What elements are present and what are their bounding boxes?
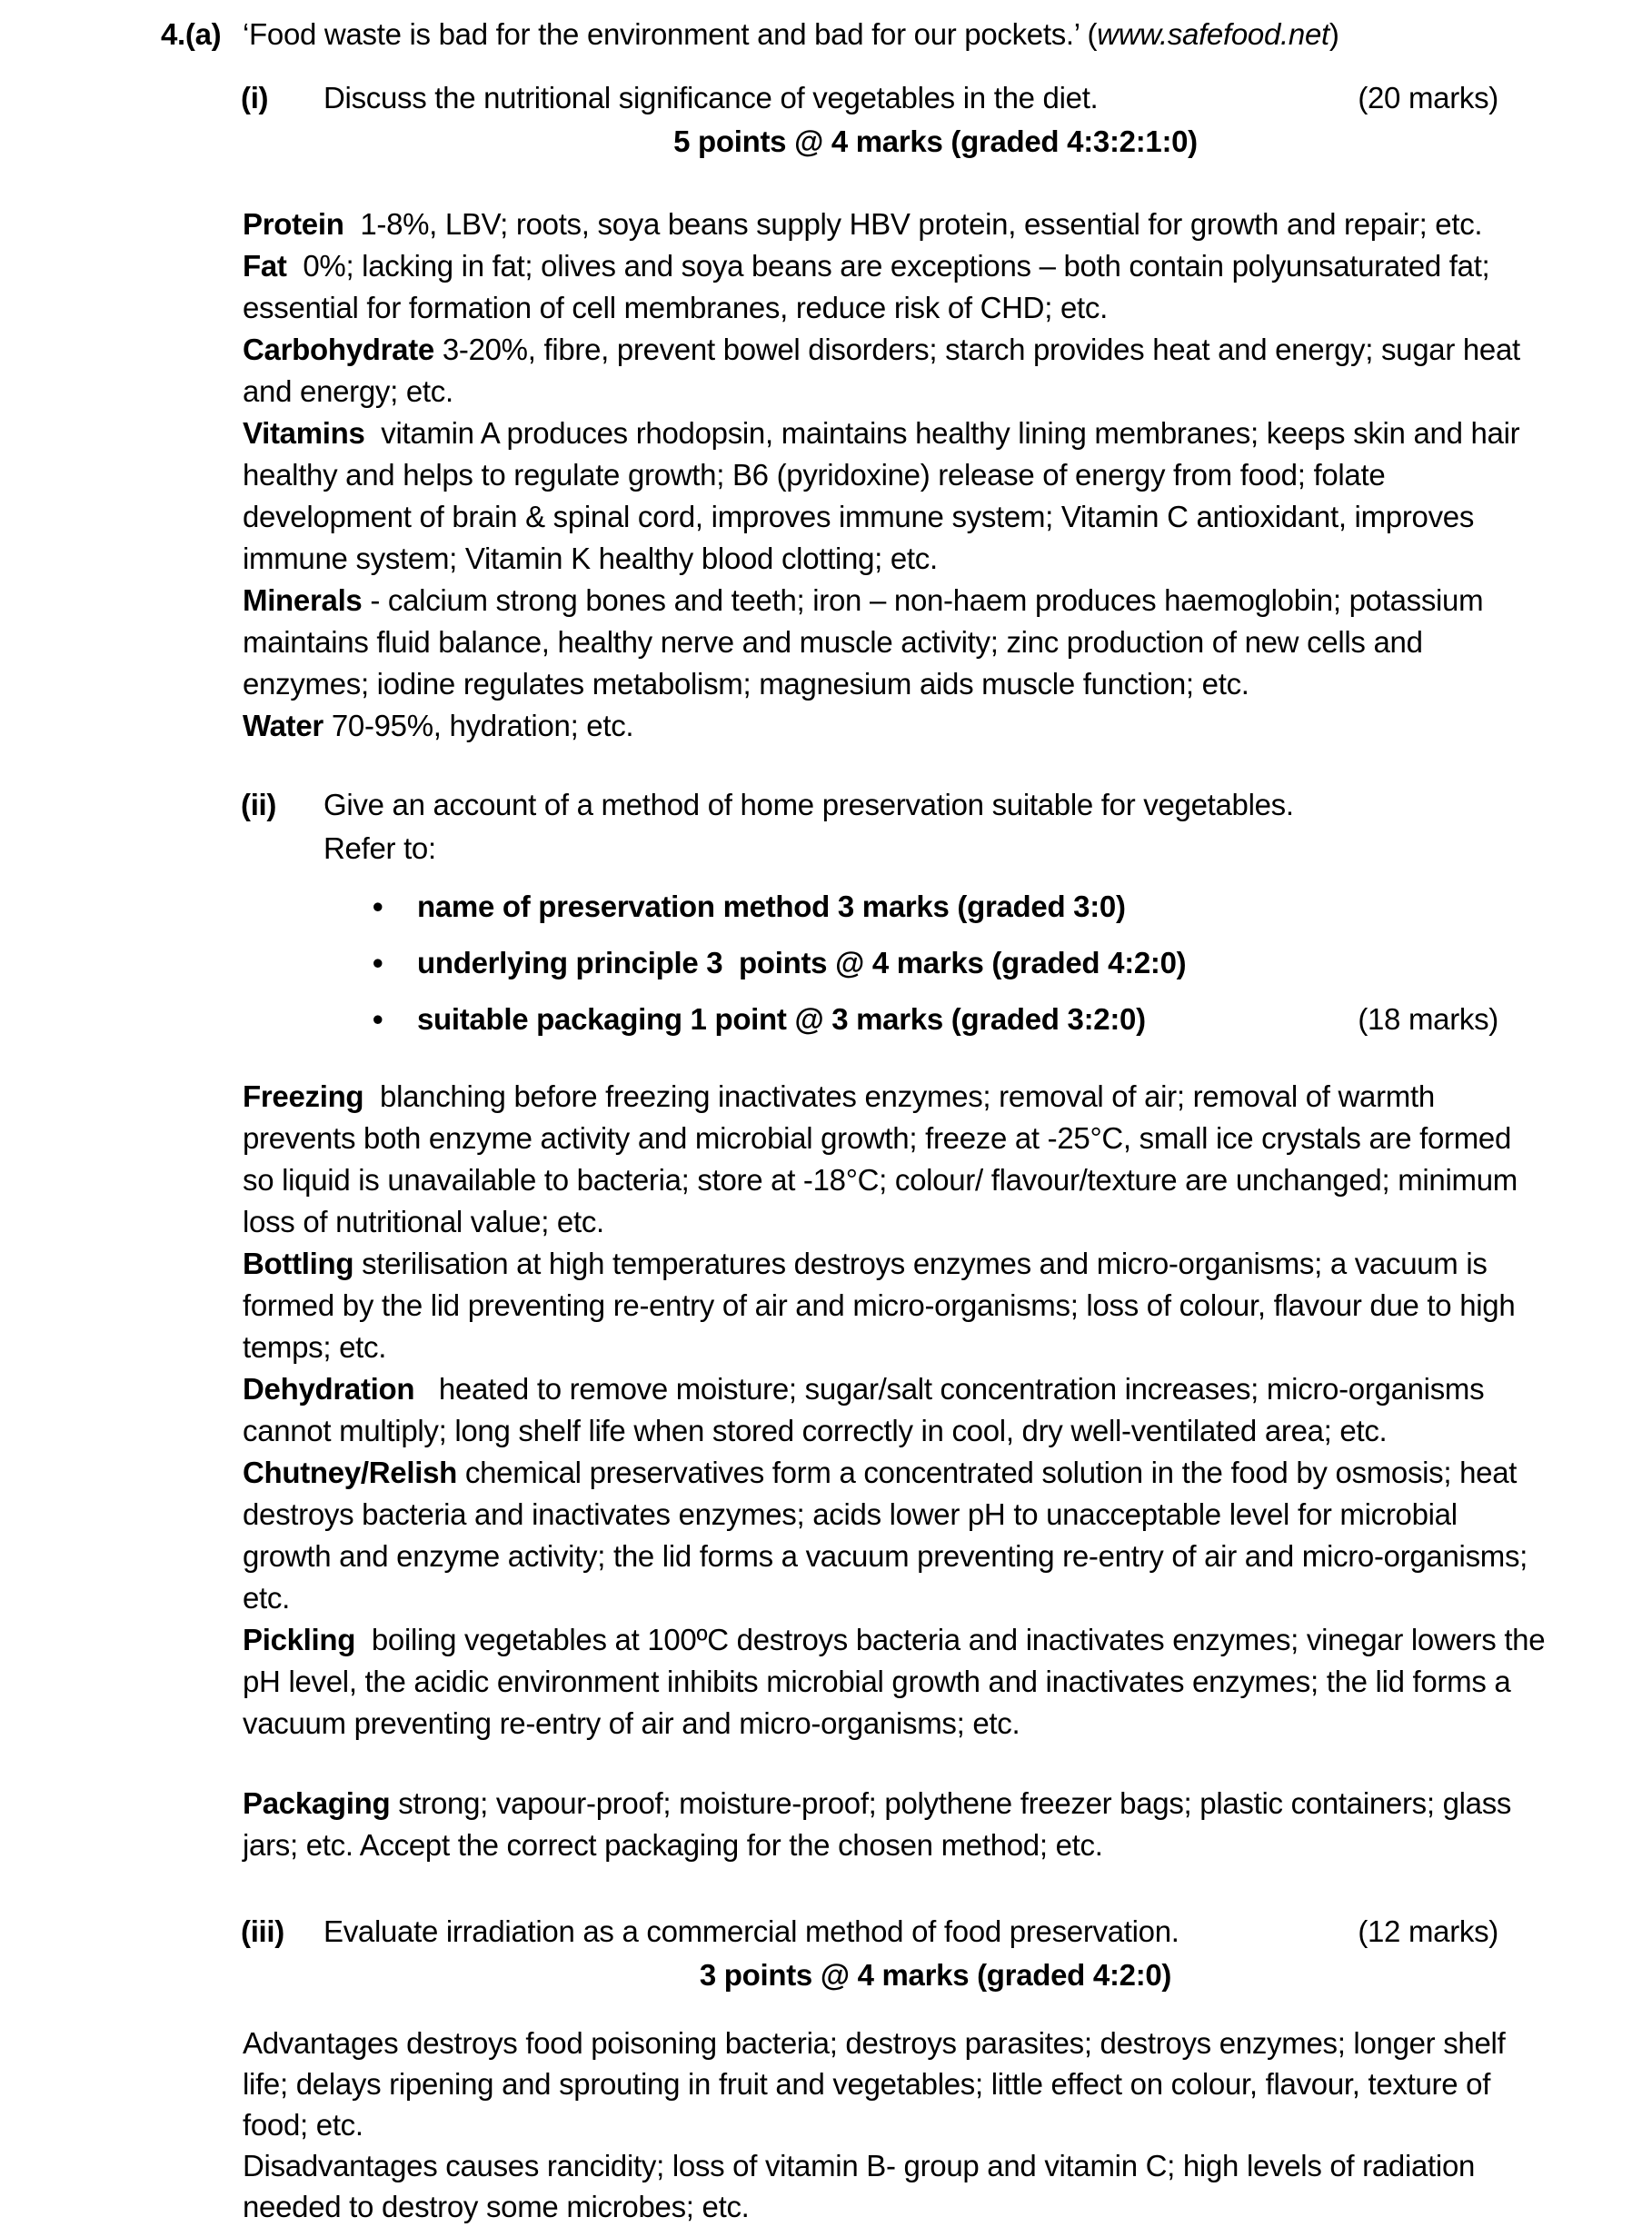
answer-paragraph: Water 70-95%, hydration; etc. xyxy=(243,709,634,742)
answer-paragraph: Chutney/Relish chemical preservatives form a concentrated solution in the food by osmosis; heat destroys bacteria and inactivates enzymes; acids lower pH to unacceptable level for microbial growth and enzyme activity; the lid forms a vacuum preventing re-entry of air and micro-organisms; etc. xyxy=(243,1456,1536,1615)
part-ii-refer: Refer to: xyxy=(323,831,436,865)
part-i-grading: 5 points @ 4 marks (graded 4:3:2:1:0) xyxy=(673,124,1198,158)
question-quote: ‘Food waste is bad for the environment and bad for our pockets.’ (www.safefood.net) xyxy=(243,17,1339,51)
answer-paragraph: Minerals - calcium strong bones and teeth; iron – non-haem produces haemoglobin; potassium maintains fluid balance, healthy nerve and muscle activity; zinc production of new cells and enzymes; iodine regulates metabolism; magnesium aids muscle function; etc. xyxy=(243,583,1492,701)
answer-paragraph: Packaging strong; vapour-proof; moisture-proof; polythene freezer bags; plastic containers; glass jars; etc. Accept the correct packaging for the chosen method; etc. xyxy=(243,1786,1519,1862)
part-ii-label: (ii) xyxy=(241,788,277,821)
answer-paragraph: Pickling boiling vegetables at 100ºC destroys bacteria and inactivates enzymes; vinegar lowers the pH level, the acidic environment inhibits microbial growth and inactivates enzymes; the lid forms a vacuum preventing re-entry of air and micro-organisms; etc. xyxy=(243,1623,1554,1740)
bullet-item: • name of preservation method 3 marks (graded 3:0) xyxy=(373,885,1547,929)
question-header xyxy=(161,13,1547,56)
part-i-header xyxy=(161,76,1547,120)
part-iii-marks: (12 marks) xyxy=(1358,1914,1498,1948)
answer-paragraph: Disadvantages causes rancidity; loss of vitamin B- group and vitamin C; high levels of radiation needed to destroy some microbes; etc. xyxy=(243,2149,1483,2223)
bullet-item: • suitable packaging 1 point @ 3 marks (graded 3:2:0) (18 marks) xyxy=(373,998,1547,1041)
quote-source-link: www.safefood.net xyxy=(1097,17,1329,51)
question-number: 4.(a) xyxy=(161,17,222,51)
part-iii-header xyxy=(161,1910,1547,1954)
part-iii-question: Evaluate irradiation as a commercial method of food preservation. xyxy=(323,1914,1179,1948)
part-iii-label: (iii) xyxy=(241,1914,284,1948)
part-i-label: (i) xyxy=(241,81,269,114)
bullet-icon: • xyxy=(373,946,383,979)
answer-paragraph: Carbohydrate 3-20%, fibre, prevent bowel disorders; starch provides heat and energy; sugar heat and energy; etc. xyxy=(243,333,1528,408)
part-ii-question: Give an account of a method of home preservation suitable for vegetables. xyxy=(323,788,1294,821)
packaging-paragraph xyxy=(243,1783,1547,1866)
answer-paragraph: Fat 0%; lacking in fat; olives and soya beans are exceptions – both contain polyunsaturated fat; essential for formation of cell membranes, reduce risk of CHD; etc. xyxy=(243,249,1498,324)
part-i-question: Discuss the nutritional significance of vegetables in the diet. xyxy=(323,81,1099,114)
part-iii-grading: 3 points @ 4 marks (graded 4:2:0) xyxy=(699,1958,1172,1992)
bullet-icon: • xyxy=(373,890,383,923)
part-ii-marks: (18 marks) xyxy=(1358,1002,1498,1036)
part-iii-answers xyxy=(243,2023,1547,2227)
answer-paragraph: Freezing blanching before freezing inactivates enzymes; removal of air; removal of warmth prevents both enzyme activity and microbial growth; freeze at -25°C, small ice crystals are formed so liquid is unavailable to bacteria; store at -18°C; colour/ flavour/texture are unchanged; minimum loss of nutritional value; etc. xyxy=(243,1079,1526,1238)
answer-paragraph: Dehydration heated to remove moisture; sugar/salt concentration increases; micro-organisms cannot multiply; long shelf life when stored correctly in cool, dry well-ventilated area; etc. xyxy=(243,1372,1493,1447)
part-ii-bullet-list xyxy=(161,885,1547,1041)
part-i-answers xyxy=(243,204,1547,747)
answer-paragraph: Vitamins vitamin A produces rhodopsin, maintains healthy lining membranes; keeps skin and hair healthy and helps to regulate growth; B6 (pyridoxine) release of energy from food; folate development of brain & spinal cord, improves immune system; Vitamin C antioxidant, improves immune system; Vitamin K healthy blood clotting; etc. xyxy=(243,416,1528,575)
answer-paragraph: Bottling sterilisation at high temperatures destroys enzymes and micro-organisms; a vacuum is formed by the lid preventing re-entry of air and micro-organisms; loss of colour, flavour due to high temps; etc. xyxy=(243,1247,1524,1364)
part-ii-answers xyxy=(243,1076,1554,1745)
part-i-marks: (20 marks) xyxy=(1358,81,1498,114)
bullet-item: • underlying principle 3 points @ 4 marks (graded 4:2:0) xyxy=(373,941,1547,985)
bullet-icon: • xyxy=(373,1002,383,1036)
part-ii-header xyxy=(161,783,1547,827)
answer-paragraph: Advantages destroys food poisoning bacteria; destroys parasites; destroys enzymes; longer shelf life; delays ripening and sprouting in fruit and vegetables; little effect on colour, flavour, texture of food; etc. xyxy=(243,2026,1514,2142)
answer-paragraph: Protein 1-8%, LBV; roots, soya beans supply HBV protein, essential for growth and repair; etc. xyxy=(243,207,1483,241)
